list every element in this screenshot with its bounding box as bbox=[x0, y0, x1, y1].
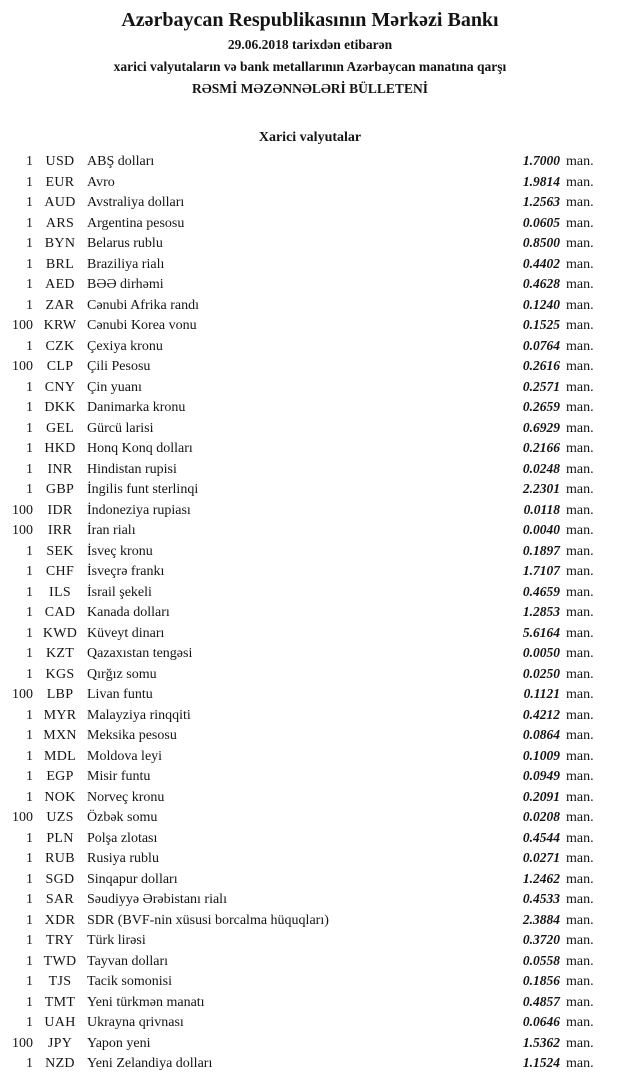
nominal-value: 1 bbox=[26, 994, 33, 1010]
currency-code: BRL bbox=[45, 256, 75, 272]
rate-value: 0.0248 bbox=[522, 460, 560, 476]
currency-name: Çin yuanı bbox=[87, 379, 142, 395]
unit-label: man. bbox=[566, 195, 594, 210]
unit-label: man. bbox=[566, 1056, 594, 1071]
rate-value: 1.7000 bbox=[522, 153, 560, 168]
currency-code: EUR bbox=[45, 174, 75, 190]
table-row bbox=[0, 233, 620, 254]
unit-label: man. bbox=[566, 728, 594, 743]
table-row bbox=[0, 664, 620, 685]
unit-label: man. bbox=[566, 707, 594, 723]
currency-name: ABŞ dolları bbox=[87, 154, 155, 169]
unit-label: man. bbox=[566, 502, 594, 518]
table-row bbox=[0, 582, 620, 603]
currency-name: Özbək somu bbox=[87, 810, 158, 825]
nominal-value: 1 bbox=[26, 256, 33, 272]
currency-code: UAH bbox=[44, 1015, 76, 1030]
currency-code: BYN bbox=[44, 236, 76, 251]
rate-value: 0.4212 bbox=[522, 706, 560, 722]
currency-code: SAR bbox=[45, 892, 75, 907]
rate-value: 1.9814 bbox=[522, 173, 560, 189]
currency-code: EGP bbox=[46, 769, 74, 784]
nominal-value: 1 bbox=[26, 851, 33, 866]
bulletin-header bbox=[0, 0, 620, 100]
currency-name: Kanada dolları bbox=[87, 605, 170, 620]
table-row bbox=[0, 377, 620, 398]
currency-code: PLN bbox=[46, 830, 74, 846]
unit-label: man. bbox=[566, 379, 594, 395]
currency-code: IDR bbox=[47, 502, 73, 518]
currency-name: Braziliya rialı bbox=[87, 256, 165, 272]
nominal-value: 1 bbox=[26, 461, 33, 477]
table-row bbox=[0, 459, 620, 480]
table-row bbox=[0, 746, 620, 767]
nominal-value: 1 bbox=[26, 195, 33, 210]
unit-label: man. bbox=[566, 687, 594, 702]
table-row bbox=[0, 1053, 620, 1073]
table-row bbox=[0, 254, 620, 275]
currency-code: KGS bbox=[45, 666, 75, 682]
table-row bbox=[0, 520, 620, 541]
currency-name: Meksika pesosu bbox=[87, 728, 177, 743]
nominal-value: 1 bbox=[26, 789, 33, 805]
currency-name: Türk lirəsi bbox=[87, 933, 146, 948]
rate-value: 1.2853 bbox=[522, 604, 560, 619]
currency-name: Cənubi Korea vonu bbox=[87, 318, 197, 333]
unit-label: man. bbox=[566, 400, 594, 415]
currency-code: LBP bbox=[46, 687, 74, 702]
currency-name: Argentina pesosu bbox=[87, 215, 185, 231]
rate-value: 0.1240 bbox=[522, 296, 560, 312]
rate-value: 0.4402 bbox=[522, 255, 560, 271]
rate-value: 0.0050 bbox=[522, 645, 560, 660]
table-row bbox=[0, 848, 620, 869]
currency-name: Küveyt dinarı bbox=[87, 625, 165, 641]
nominal-value: 1 bbox=[26, 154, 33, 169]
currency-code: ILS bbox=[49, 584, 71, 600]
table-row bbox=[0, 295, 620, 316]
table-row bbox=[0, 1012, 620, 1033]
currency-name: Honq Konq dolları bbox=[87, 441, 193, 456]
unit-label: man. bbox=[566, 420, 594, 436]
unit-label: man. bbox=[566, 994, 594, 1010]
table-row bbox=[0, 643, 620, 664]
currency-name: Gürcü larisi bbox=[87, 420, 154, 436]
rate-value: 0.4628 bbox=[522, 276, 560, 291]
currency-name: Hindistan rupisi bbox=[87, 461, 177, 477]
currency-name: Ukrayna qrivnası bbox=[87, 1015, 184, 1030]
nominal-value: 1 bbox=[26, 1056, 33, 1071]
currency-name: Cənubi Afrika randı bbox=[87, 297, 199, 313]
rate-value: 0.0040 bbox=[522, 522, 560, 537]
rate-value: 0.0271 bbox=[522, 850, 560, 865]
nominal-value: 1 bbox=[26, 1015, 33, 1030]
table-row bbox=[0, 787, 620, 808]
nominal-value: 1 bbox=[26, 707, 33, 723]
rate-value: 0.4533 bbox=[522, 891, 560, 906]
table-row bbox=[0, 889, 620, 910]
currency-name: Misir funtu bbox=[87, 769, 151, 784]
currency-code: SEK bbox=[46, 543, 74, 559]
currency-code: CNY bbox=[44, 379, 76, 395]
rate-value: 0.3720 bbox=[522, 932, 560, 947]
effective-date-line: 29.06.2018 tarixdən etibarən bbox=[227, 37, 393, 52]
rate-value: 0.4857 bbox=[522, 993, 560, 1009]
nominal-value: 100 bbox=[12, 1035, 33, 1051]
currency-code: MDL bbox=[43, 748, 76, 764]
unit-label: man. bbox=[566, 953, 594, 969]
unit-label: man. bbox=[566, 543, 594, 559]
rate-value: 1.2563 bbox=[522, 194, 560, 209]
table-row bbox=[0, 561, 620, 582]
nominal-value: 1 bbox=[26, 871, 33, 887]
rate-value: 0.2166 bbox=[522, 440, 560, 455]
currency-name: Yeni türkmən manatı bbox=[87, 994, 205, 1010]
currency-name: Sinqapur dolları bbox=[87, 871, 178, 887]
bulletin-title: RƏSMİ MƏZƏNNƏLƏRİ BÜLLETENİ bbox=[192, 81, 428, 96]
nominal-value: 1 bbox=[26, 338, 33, 354]
currency-name: Danimarka kronu bbox=[87, 400, 186, 415]
rate-value: 0.4544 bbox=[522, 829, 560, 845]
currency-name: Səudiyyə Ərəbistanı rialı bbox=[87, 892, 227, 907]
table-row bbox=[0, 807, 620, 828]
nominal-value: 1 bbox=[26, 728, 33, 743]
currency-name: İndoneziya rupiası bbox=[87, 502, 191, 518]
unit-label: man. bbox=[566, 174, 594, 190]
table-row bbox=[0, 930, 620, 951]
nominal-value: 1 bbox=[26, 543, 33, 559]
unit-label: man. bbox=[566, 277, 594, 292]
table-row bbox=[0, 541, 620, 562]
rate-value: 0.0949 bbox=[522, 768, 560, 783]
nominal-value: 1 bbox=[26, 441, 33, 456]
rate-value: 0.0250 bbox=[522, 665, 560, 681]
nominal-value: 1 bbox=[26, 953, 33, 969]
rate-value: 0.8500 bbox=[522, 235, 560, 250]
table-row bbox=[0, 869, 620, 890]
table-row bbox=[0, 315, 620, 336]
nominal-value: 1 bbox=[26, 482, 33, 497]
table-row bbox=[0, 479, 620, 500]
rate-value: 0.2616 bbox=[522, 358, 560, 373]
rate-value: 0.1009 bbox=[522, 747, 560, 763]
currency-name: Tayvan dolları bbox=[87, 953, 169, 969]
nominal-value: 1 bbox=[26, 215, 33, 231]
table-row bbox=[0, 151, 620, 172]
currency-code: AUD bbox=[44, 195, 76, 210]
currency-code: UZS bbox=[46, 810, 74, 825]
nominal-value: 1 bbox=[26, 748, 33, 764]
currency-code: GBP bbox=[45, 482, 75, 497]
currency-name: Moldova leyi bbox=[87, 748, 163, 764]
currency-code: CAD bbox=[44, 605, 76, 620]
nominal-value: 1 bbox=[26, 584, 33, 600]
currency-code: NOK bbox=[44, 789, 76, 805]
nominal-value: 1 bbox=[26, 420, 33, 436]
currency-name: İngilis funt sterlinqi bbox=[87, 482, 199, 497]
currency-name: İsveç kronu bbox=[87, 543, 153, 559]
nominal-value: 1 bbox=[26, 646, 33, 661]
unit-label: man. bbox=[566, 154, 594, 169]
nominal-value: 1 bbox=[26, 174, 33, 190]
rate-value: 0.2091 bbox=[522, 788, 560, 804]
currency-code: ZAR bbox=[45, 297, 75, 313]
unit-label: man. bbox=[566, 482, 594, 497]
rate-value: 0.0605 bbox=[522, 214, 560, 230]
unit-label: man. bbox=[566, 564, 594, 579]
nominal-value: 100 bbox=[12, 810, 33, 825]
table-row bbox=[0, 356, 620, 377]
nominal-value: 1 bbox=[26, 236, 33, 251]
unit-label: man. bbox=[566, 236, 594, 251]
table-row bbox=[0, 213, 620, 234]
currency-code: USD bbox=[45, 154, 75, 169]
currency-code: TMT bbox=[44, 994, 76, 1010]
table-row bbox=[0, 418, 620, 439]
rate-value: 0.0864 bbox=[522, 727, 560, 742]
unit-label: man. bbox=[566, 666, 594, 682]
unit-label: man. bbox=[566, 748, 594, 764]
table-row bbox=[0, 192, 620, 213]
unit-label: man. bbox=[566, 605, 594, 620]
currency-name: İran rialı bbox=[87, 523, 136, 538]
currency-code: KZT bbox=[45, 646, 75, 661]
table-row bbox=[0, 910, 620, 931]
unit-label: man. bbox=[566, 892, 594, 907]
currency-name: Belarus rublu bbox=[87, 236, 163, 251]
table-row bbox=[0, 172, 620, 193]
nominal-value: 100 bbox=[12, 523, 33, 538]
unit-label: man. bbox=[566, 441, 594, 456]
currency-name: Avro bbox=[87, 174, 115, 190]
nominal-value: 1 bbox=[26, 666, 33, 682]
currency-code: IRR bbox=[47, 523, 73, 538]
unit-label: man. bbox=[566, 256, 594, 272]
table-row bbox=[0, 951, 620, 972]
unit-label: man. bbox=[566, 318, 594, 333]
currency-name: Qırğız somu bbox=[87, 666, 157, 682]
currency-name: BƏƏ dirhəmi bbox=[87, 277, 164, 292]
nominal-value: 100 bbox=[12, 502, 33, 518]
rate-value: 2.2301 bbox=[522, 481, 560, 496]
nominal-value: 1 bbox=[26, 400, 33, 415]
rate-value: 0.1121 bbox=[523, 686, 560, 701]
currency-code: DKK bbox=[44, 400, 76, 415]
table-row bbox=[0, 725, 620, 746]
table-row bbox=[0, 274, 620, 295]
table-row bbox=[0, 705, 620, 726]
nominal-value: 1 bbox=[26, 892, 33, 907]
rate-value: 2.3884 bbox=[522, 911, 560, 927]
table-row bbox=[0, 828, 620, 849]
currency-code: SGD bbox=[45, 871, 75, 887]
unit-label: man. bbox=[566, 215, 594, 231]
rate-value: 1.1524 bbox=[522, 1055, 560, 1070]
rate-value: 0.0558 bbox=[522, 952, 560, 968]
unit-label: man. bbox=[566, 523, 594, 538]
rate-value: 0.6929 bbox=[522, 419, 560, 435]
nominal-value: 1 bbox=[26, 625, 33, 641]
rate-value: 1.5362 bbox=[522, 1034, 560, 1050]
nominal-value: 100 bbox=[12, 359, 33, 374]
unit-label: man. bbox=[566, 584, 594, 600]
currency-name: Çili Pesosu bbox=[87, 359, 151, 374]
currency-code: CLP bbox=[46, 359, 74, 374]
rate-value: 1.7107 bbox=[522, 563, 560, 578]
currency-name: Yapon yeni bbox=[87, 1035, 151, 1051]
currency-code: HKD bbox=[44, 441, 76, 456]
rate-value: 0.2571 bbox=[522, 378, 560, 394]
unit-label: man. bbox=[566, 461, 594, 477]
unit-label: man. bbox=[566, 974, 594, 989]
currency-code: ARS bbox=[45, 215, 75, 231]
currency-name: Avstraliya dolları bbox=[87, 195, 185, 210]
rate-value: 0.0646 bbox=[522, 1014, 560, 1029]
unit-label: man. bbox=[566, 933, 594, 948]
currency-name: Rusiya rublu bbox=[87, 851, 159, 866]
currency-code: MYR bbox=[43, 707, 77, 723]
currency-name: Polşa zlotası bbox=[87, 830, 158, 846]
nominal-value: 1 bbox=[26, 912, 33, 928]
currency-code: NZD bbox=[45, 1056, 75, 1071]
unit-label: man. bbox=[566, 646, 594, 661]
unit-label: man. bbox=[566, 625, 594, 641]
rate-value: 1.2462 bbox=[522, 870, 560, 886]
currency-name: Norveç kronu bbox=[87, 789, 165, 805]
table-row bbox=[0, 623, 620, 644]
unit-label: man. bbox=[566, 297, 594, 313]
nominal-value: 1 bbox=[26, 564, 33, 579]
unit-label: man. bbox=[566, 338, 594, 354]
currency-code: CHF bbox=[45, 564, 75, 579]
currency-code: GEL bbox=[45, 420, 75, 436]
nominal-value: 1 bbox=[26, 379, 33, 395]
table-row bbox=[0, 602, 620, 623]
table-row bbox=[0, 766, 620, 787]
nominal-value: 1 bbox=[26, 933, 33, 948]
currency-code: INR bbox=[47, 461, 73, 477]
unit-label: man. bbox=[566, 912, 594, 928]
nominal-value: 1 bbox=[26, 974, 33, 989]
currency-code: TWD bbox=[43, 953, 77, 969]
rate-value: 0.4659 bbox=[522, 583, 560, 599]
nominal-value: 1 bbox=[26, 605, 33, 620]
rate-value: 0.1897 bbox=[522, 542, 560, 558]
table-row bbox=[0, 397, 620, 418]
exchange-rates-table bbox=[0, 151, 620, 1073]
currency-name: Yeni Zelandiya dolları bbox=[87, 1056, 213, 1071]
currency-code: TRY bbox=[45, 933, 75, 948]
table-row bbox=[0, 336, 620, 357]
rate-value: 0.1525 bbox=[522, 317, 560, 332]
table-row bbox=[0, 971, 620, 992]
unit-label: man. bbox=[566, 810, 594, 825]
currency-name: İsrail şekeli bbox=[87, 584, 152, 600]
currency-name: Çexiya kronu bbox=[87, 338, 163, 354]
currency-code: JPY bbox=[47, 1035, 73, 1051]
table-row bbox=[0, 1033, 620, 1054]
currency-code: XDR bbox=[44, 912, 76, 928]
nominal-value: 1 bbox=[26, 277, 33, 292]
unit-label: man. bbox=[566, 769, 594, 784]
table-row bbox=[0, 438, 620, 459]
table-row bbox=[0, 500, 620, 521]
currency-code: TJS bbox=[48, 974, 72, 989]
currency-name: İsveçrə frankı bbox=[87, 564, 165, 579]
currency-code: AED bbox=[45, 277, 75, 292]
currency-name: Livan funtu bbox=[87, 687, 153, 702]
rate-value: 0.2659 bbox=[522, 399, 560, 414]
unit-label: man. bbox=[566, 359, 594, 374]
unit-label: man. bbox=[566, 830, 594, 846]
unit-label: man. bbox=[566, 871, 594, 887]
currency-code: CZK bbox=[45, 338, 75, 354]
unit-label: man. bbox=[566, 1035, 594, 1051]
nominal-value: 1 bbox=[26, 769, 33, 784]
currency-name: Malayziya rinqqiti bbox=[87, 707, 191, 723]
rate-value: 5.6164 bbox=[522, 624, 560, 640]
section-title-foreign-currencies: Xarici valyutalar bbox=[258, 130, 362, 145]
currency-name: Tacik somonisi bbox=[87, 974, 172, 989]
nominal-value: 100 bbox=[12, 687, 33, 702]
bank-title: Azərbaycan Respublikasının Mərkəzi Bankı bbox=[121, 9, 499, 31]
table-row bbox=[0, 684, 620, 705]
currency-name: Qazaxıstan tengəsi bbox=[87, 646, 193, 661]
rate-value: 0.1856 bbox=[522, 973, 560, 988]
rate-value: 0.0118 bbox=[523, 501, 560, 517]
nominal-value: 1 bbox=[26, 830, 33, 846]
nominal-value: 100 bbox=[12, 318, 33, 333]
currency-code: KRW bbox=[43, 318, 77, 333]
currency-name: SDR (BVF-nin xüsusi borcalma hüquqları) bbox=[87, 912, 329, 928]
subject-line: xarici valyutaların və bank metallarının Azərbaycan manatına qarşı bbox=[113, 59, 507, 74]
rate-value: 0.0764 bbox=[522, 337, 560, 353]
unit-label: man. bbox=[566, 1015, 594, 1030]
table-row bbox=[0, 992, 620, 1013]
rate-value: 0.0208 bbox=[522, 809, 560, 824]
currency-code: KWD bbox=[42, 625, 78, 641]
currency-code: MXN bbox=[43, 728, 77, 743]
nominal-value: 1 bbox=[26, 297, 33, 313]
currency-code: RUB bbox=[45, 851, 75, 866]
unit-label: man. bbox=[566, 851, 594, 866]
unit-label: man. bbox=[566, 789, 594, 805]
